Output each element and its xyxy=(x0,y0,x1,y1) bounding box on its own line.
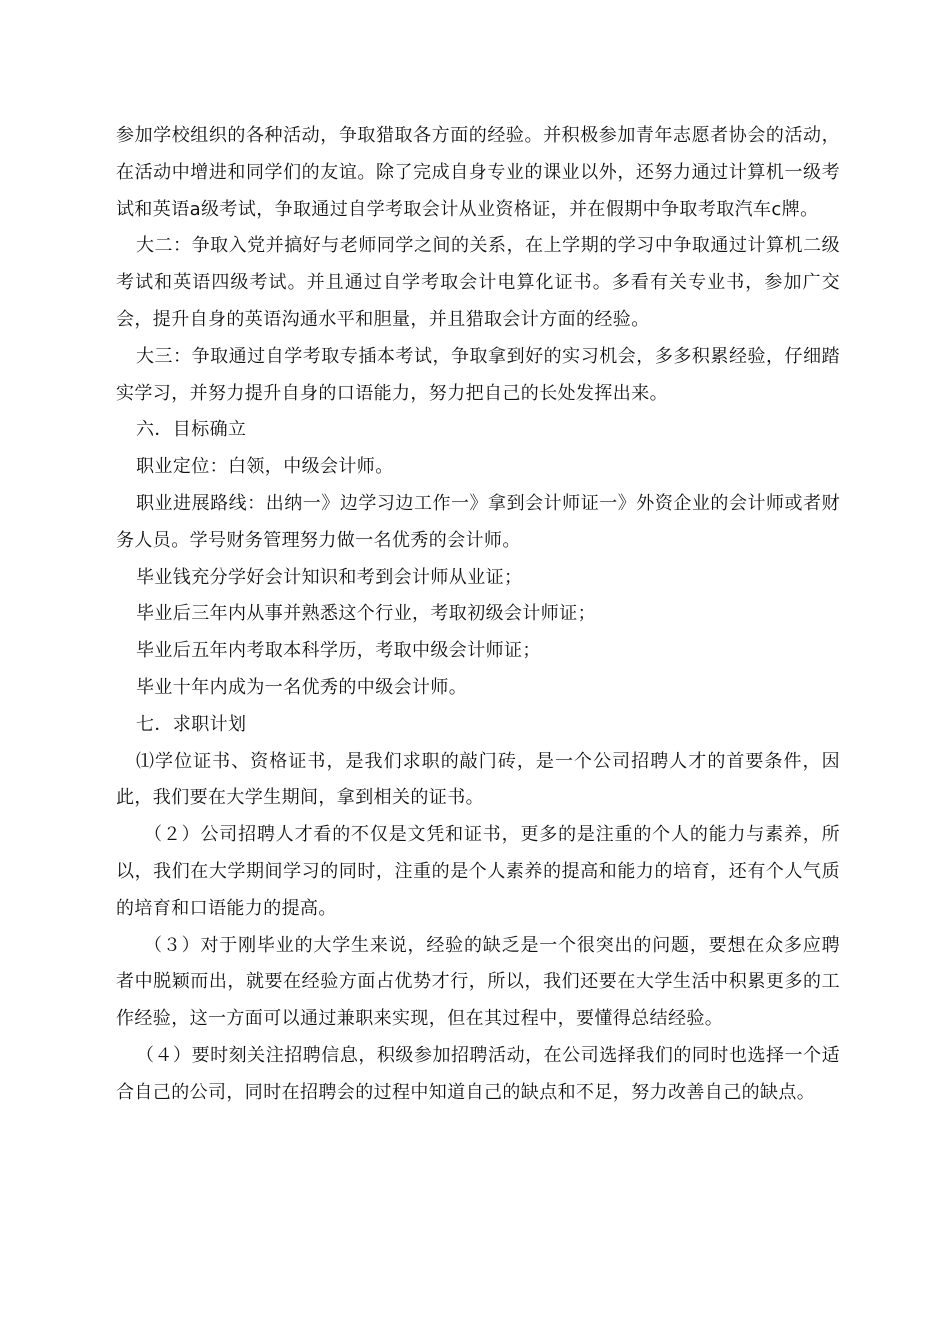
paragraph-career-position: 职业定位：白领，中级会计师。 xyxy=(136,456,394,478)
document-body xyxy=(116,118,840,1112)
paragraph-junior-plan: 大三：争取通过自学考取专插本考试，争取拿到好的实习机会，多多积累经验，仔细踏实学习，并努力提升自身的口语能力，努力把自己的长处发挥出来。 xyxy=(116,345,840,404)
list-item-goal-3: 毕业后五年内考取本科学历，考取中级会计师证； xyxy=(136,640,541,662)
list-item-goal-4: 毕业十年内成为一名优秀的中级会计师。 xyxy=(136,676,468,698)
paragraph-career-path: 职业进展路线：出纳一》边学习边工作一》拿到会计师证一》外资企业的会计师或者财务人员。学号财务管理努力做一名优秀的会计师。 xyxy=(116,492,840,551)
paragraph-job-plan-2: （２）公司招聘人才看的不仅是文凭和证书，更多的是注重的个人的能力与素养，所以，我们在大学期间学习的同时，注重的是个人素养的提高和能力的培育，还有个人气质的培育和口语能力的提高。 xyxy=(116,824,840,919)
paragraph-job-plan-3: （３）对于刚毕业的大学生来说，经验的缺乏是一个很突出的问题，要想在众多应聘者中脱颖而出，就要在经验方面占优势才行，所以，我们还要在大学生活中积累更多的工作经验，这一方面可以通过兼职来实现，但在其过程中，要懂得总结经验。 xyxy=(116,934,840,1030)
paragraph-activities: 参加学校组织的各种活动，争取猎取各方面的经验。并积极参加青年志愿者协会的活动，在活动中增进和同学们的友谊。除了完成自身专业的课业以外，还努力通过计算机一级考试和英语a级考试，争取通过自学考取会计从业资格证，并在假期中争取考取汽车c牌。 xyxy=(116,125,840,220)
list-item-goal-2: 毕业后三年内从事并熟悉这个行业，考取初级会计师证； xyxy=(136,603,596,625)
section-heading-goals: 六．目标确立 xyxy=(136,419,247,441)
paragraph-job-plan-1: ⑴学位证书、资格证书，是我们求职的敲门砖，是一个公司招聘人才的首要条件，因此，我们要在大学生期间，拿到相关的证书。 xyxy=(116,750,840,809)
list-item-goal-1: 毕业钱充分学好会计知识和考到会计师从业证； xyxy=(136,566,523,588)
paragraph-sophomore-plan: 大二：争取入党并搞好与老师同学之间的关系，在上学期的学习中争取通过计算机二级考试和英语四级考试。并且通过自学考取会计电算化证书。多看有关专业书，参加广交会，提升自身的英语沟通水平和胆量，并且猎取会计方面的经验。 xyxy=(116,235,840,330)
paragraph-job-plan-4: （４）要时刻关注招聘信息，积级参加招聘活动，在公司选择我们的同时也选择一个适合自己的公司，同时在招聘会的过程中知道自己的缺点和不足，努力改善自己的缺点。 xyxy=(116,1044,840,1103)
section-heading-job-plan: 七．求职计划 xyxy=(136,713,247,735)
